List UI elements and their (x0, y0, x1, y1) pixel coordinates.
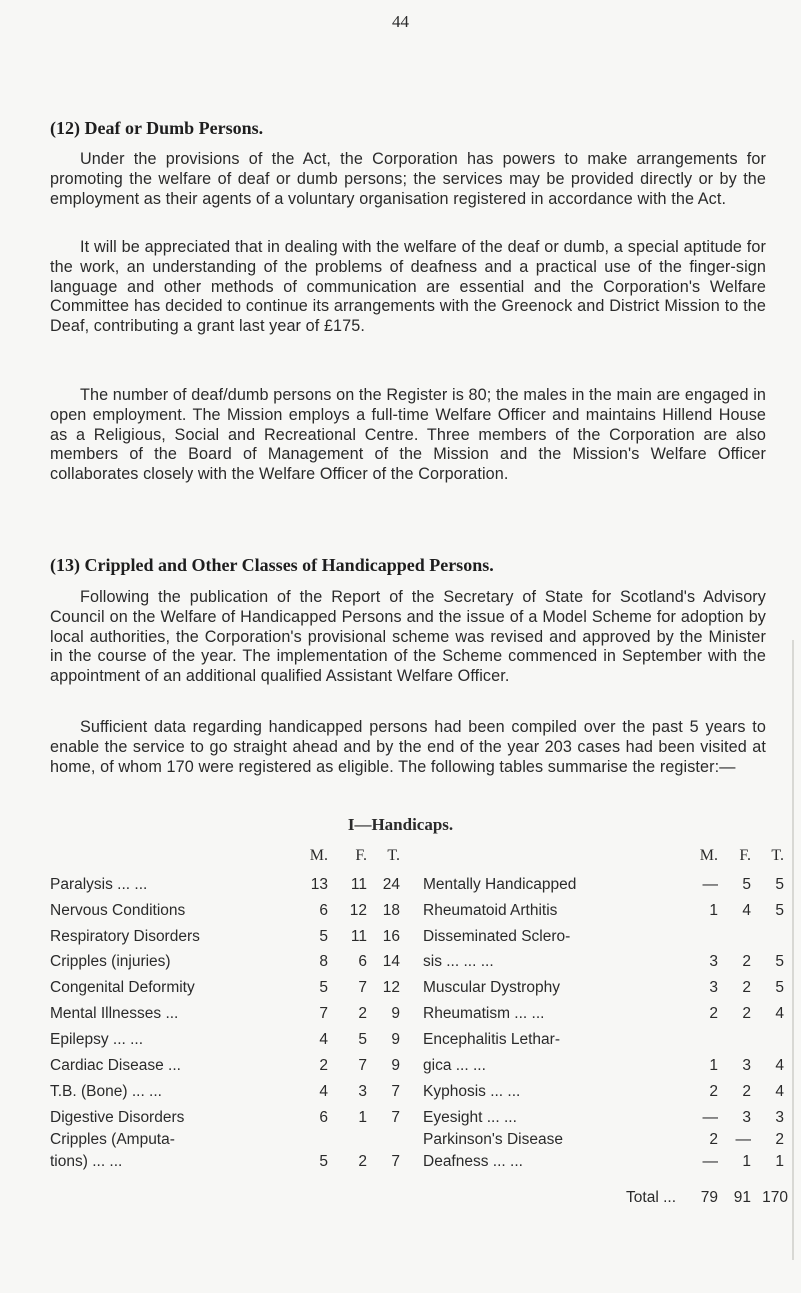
left-row-label: tions) ... ... (50, 1153, 123, 1170)
left-row-t: 7 (391, 1083, 400, 1100)
right-row-label: Deafness ... ... (423, 1153, 523, 1170)
left-row-t: 24 (382, 876, 400, 893)
right-row-m: 2 (709, 1005, 718, 1022)
right-row-m: 2 (709, 1083, 718, 1100)
left-row-label: Cardiac Disease ... (50, 1057, 181, 1074)
left-row-m: 5 (319, 979, 328, 996)
right-row-f: 4 (742, 902, 751, 919)
right-header-t: T. (771, 847, 784, 864)
right-row-t: 4 (775, 1005, 784, 1022)
right-row-m: — (702, 876, 718, 893)
left-row-f: 7 (358, 979, 367, 996)
left-row-label: Cripples (injuries) (50, 953, 171, 970)
right-row-label: Eyesight ... ... (423, 1109, 517, 1126)
right-row-t: 5 (775, 902, 784, 919)
right-row-t: 5 (775, 979, 784, 996)
left-row-label: T.B. (Bone) ... ... (50, 1083, 162, 1100)
right-row-m: 1 (709, 1057, 718, 1074)
right-row-f: 3 (742, 1109, 751, 1126)
left-row-f: 11 (350, 876, 367, 893)
right-row-t: 4 (775, 1083, 784, 1100)
left-row-label: Cripples (Amputa- (50, 1131, 175, 1148)
left-row-f: 7 (358, 1057, 367, 1074)
right-row-m: 1 (709, 902, 718, 919)
left-row-m: 13 (310, 876, 328, 893)
right-row-t: 5 (775, 876, 784, 893)
total-m: 79 (700, 1189, 718, 1206)
left-row-t: 9 (391, 1057, 400, 1074)
left-row-label: Paralysis ... ... (50, 876, 148, 893)
section-12-paragraph-1: Under the provisions of the Act, the Corporation has powers to make arrangements for promoting the welfare of deaf or dumb persons; the services may be provided directly or by the employment as their agents of a voluntary organisation registered in accordance with the Act. (50, 150, 766, 208)
section-12-paragraph-3: The number of deaf/dumb persons on the Register is 80; the males in the main are engaged in open employment. The Mission employs a full-time Welfare Officer and maintains Hillend House as a Religious, Social and Recreational Centre. Three members of the Corporation are also members of the Board of Management of the Mission and the Mission's Welfare Officer collaborates closely with the Welfare Officer of the Corporation. (50, 386, 766, 484)
left-row-m: 5 (319, 928, 328, 945)
left-row-label: Mental Illnesses ... (50, 1005, 179, 1022)
right-row-m: 3 (709, 979, 718, 996)
right-row-f: 2 (742, 979, 751, 996)
left-row-t: 12 (382, 979, 400, 996)
left-header-t: T. (387, 847, 400, 864)
left-row-f: 2 (358, 1005, 367, 1022)
section-13-paragraph-1: Following the publication of the Report of the Secretary of State for Scotland's Advisory Council on the Welfare of Handicapped Persons and the issue of a Model Scheme for adoption by local authorities, the Corporation's provisional scheme was revised and approved by the Minister in the course of the year. The implementation of the Scheme commenced in September with the appointment of an additional qualified Assistant Welfare Officer. (50, 588, 766, 686)
right-row-label: Disseminated Sclero- (423, 928, 571, 945)
left-row-t: 14 (382, 953, 400, 970)
section-12-paragraph-2: It will be appreciated that in dealing with the welfare of the deaf or dumb, a special aptitude for the work, an understanding of the problems of deafness and a practical use of the finger-sign language and other methods of communication are essential and the Corporation's Welfare Committee has decided to continue its arrangements with the Greenock and District Mission to the Deaf, contributing a grant last year of £175. (50, 238, 766, 336)
left-row-m: 6 (319, 902, 328, 919)
right-row-label: Parkinson's Disease (423, 1131, 563, 1148)
right-row-f: 3 (742, 1057, 751, 1074)
right-row-label: Encephalitis Lethar- (423, 1031, 560, 1048)
section-13-paragraph-2: Sufficient data regarding handicapped persons had been compiled over the past 5 years to enable the service to go straight ahead and by the end of the year 203 cases had been visited at home, of whom 170 were registered as eligible. The following tables summarise the register:— (50, 718, 766, 776)
left-row-label: Digestive Disorders (50, 1109, 185, 1126)
right-row-t: 1 (775, 1153, 784, 1170)
right-row-f: 2 (742, 1005, 751, 1022)
left-header-f: F. (355, 847, 367, 864)
left-row-m: 6 (319, 1109, 328, 1126)
left-row-t: 7 (391, 1153, 400, 1170)
left-row-f: 6 (358, 953, 367, 970)
left-row-m: 7 (319, 1005, 328, 1022)
right-row-label: Rheumatoid Arthitis (423, 902, 558, 919)
right-row-f: 1 (742, 1153, 751, 1170)
left-row-label: Congenital Deformity (50, 979, 195, 996)
total-t: 170 (762, 1189, 788, 1206)
right-row-t: 5 (775, 953, 784, 970)
left-row-m: 8 (319, 953, 328, 970)
section-12-heading: (12) Deaf or Dumb Persons. (50, 118, 264, 138)
right-row-m: 2 (709, 1131, 718, 1148)
total-label: Total ... (626, 1189, 676, 1206)
right-header-m: M. (699, 847, 718, 864)
right-row-m: 3 (709, 953, 718, 970)
left-row-m: 4 (319, 1031, 328, 1048)
right-row-m: — (702, 1153, 718, 1170)
left-row-f: 11 (350, 928, 367, 945)
page-number: 44 (392, 12, 409, 31)
left-row-t: 9 (391, 1005, 400, 1022)
right-row-t: 3 (775, 1109, 784, 1126)
left-row-t: 16 (382, 928, 400, 945)
table-caption: I—Handicaps. (347, 815, 454, 834)
right-header-f: F. (739, 847, 751, 864)
right-row-label: Mentally Handicapped (423, 876, 577, 893)
left-row-f: 1 (358, 1109, 367, 1126)
right-row-m: — (702, 1109, 718, 1126)
left-row-m: 5 (319, 1153, 328, 1170)
left-row-t: 18 (382, 902, 400, 919)
left-row-label: Epilepsy ... ... (50, 1031, 144, 1048)
right-row-label: Kyphosis ... ... (423, 1083, 521, 1100)
right-row-f: — (735, 1131, 751, 1148)
left-row-t: 9 (391, 1031, 400, 1048)
right-row-label: sis ... ... ... (423, 953, 494, 970)
right-row-t: 2 (775, 1131, 784, 1148)
left-row-m: 2 (319, 1057, 328, 1074)
right-row-f: 2 (742, 1083, 751, 1100)
right-row-label: gica ... ... (423, 1057, 486, 1074)
left-row-t: 7 (391, 1109, 400, 1126)
left-row-label: Respiratory Disorders (50, 928, 200, 945)
left-row-f: 3 (358, 1083, 367, 1100)
right-row-f: 2 (742, 953, 751, 970)
left-row-m: 4 (319, 1083, 328, 1100)
total-f: 91 (733, 1189, 751, 1206)
section-13-heading: (13) Crippled and Other Classes of Handicapped Persons. (50, 555, 494, 575)
right-row-label: Muscular Dystrophy (423, 979, 560, 996)
left-row-f: 2 (358, 1153, 367, 1170)
left-header-m: M. (309, 847, 328, 864)
right-row-f: 5 (742, 876, 751, 893)
left-row-f: 5 (358, 1031, 367, 1048)
right-row-label: Rheumatism ... ... (423, 1005, 545, 1022)
left-row-label: Nervous Conditions (50, 902, 186, 919)
left-row-f: 12 (349, 902, 367, 919)
scan-edge-line (792, 640, 794, 1260)
right-row-t: 4 (775, 1057, 784, 1074)
